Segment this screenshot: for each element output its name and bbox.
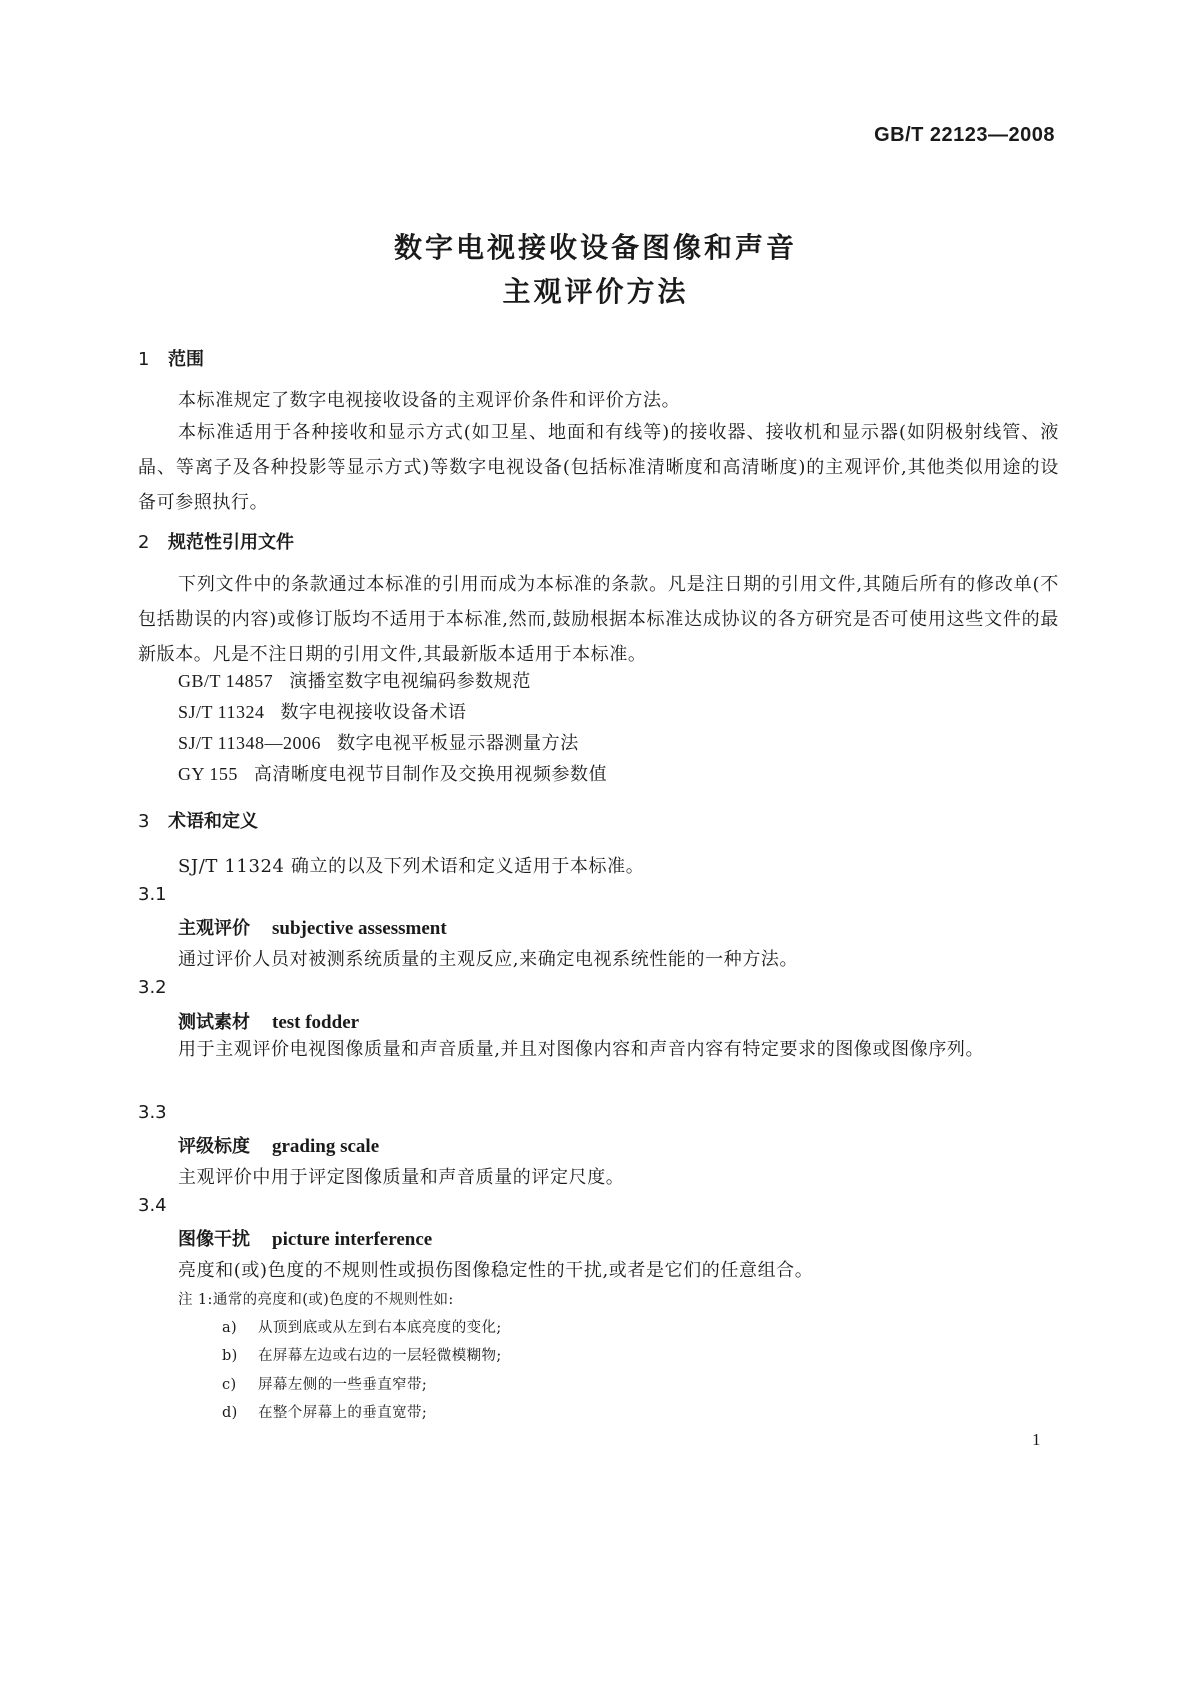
term-heading xyxy=(178,1225,432,1251)
section-number: 3 xyxy=(138,811,150,832)
note-list-item xyxy=(222,1373,427,1394)
normative-reference xyxy=(178,729,579,755)
section-title: 术语和定义 xyxy=(168,811,258,832)
term-heading xyxy=(178,1008,359,1034)
note-item-text: 在屏幕左边或右边的一层轻微模糊物; xyxy=(258,1348,502,1364)
section-1-paragraph-2: 本标准适用于各种接收和显示方式(如卫星、地面和有线等)的接收器、接收机和显示器(如阴极射线管、液晶、等离子及各种投影等显示方式)等数字电视设备(包括标准清晰度和高清晰度)的主观评价,其他类似用途的设备可参照执行。 xyxy=(138,422,1059,513)
reference-title: 数字电视平板显示器测量方法 xyxy=(337,733,579,754)
normative-reference xyxy=(178,760,607,786)
term-zh: 测试素材 xyxy=(178,1012,250,1033)
term-definition: 通过评价人员对被测系统质量的主观反应,来确定电视系统性能的一种方法。 xyxy=(178,949,799,970)
note-item-marker: c) xyxy=(222,1377,237,1393)
note-list-item xyxy=(222,1344,502,1365)
term-definition: 用于主观评价电视图像质量和声音质量,并且对图像内容和声音内容有特定要求的图像或图像序列。 xyxy=(178,1039,985,1060)
note-item-text: 在整个屏幕上的垂直宽带; xyxy=(258,1405,428,1421)
title-line-2: 主观评价方法 xyxy=(502,275,689,308)
reference-title: 数字电视接收设备术语 xyxy=(280,702,467,723)
term-zh: 图像干扰 xyxy=(178,1229,250,1250)
term-en: test fodder xyxy=(272,1012,360,1033)
term-en: grading scale xyxy=(272,1136,380,1157)
term-heading xyxy=(178,1132,379,1158)
section-title: 规范性引用文件 xyxy=(168,532,294,553)
note-item-marker: b) xyxy=(222,1348,238,1364)
section-1-heading xyxy=(138,345,204,371)
section-1-paragraph-1: 本标准规定了数字电视接收设备的主观评价条件和评价方法。 xyxy=(178,390,681,411)
reference-code: SJ/T 11324 xyxy=(178,702,265,722)
term-en: subjective assessment xyxy=(272,918,447,939)
term-en: picture interference xyxy=(272,1229,433,1250)
section-3-heading xyxy=(138,807,258,833)
term-number: 3.1 xyxy=(138,884,167,905)
section-title: 范围 xyxy=(168,349,204,370)
section-3-intro: SJ/T 11324 确立的以及下列术语和定义适用于本标准。 xyxy=(178,856,645,877)
term-heading xyxy=(178,914,447,940)
note-item-marker: a) xyxy=(222,1320,238,1336)
term-number: 3.2 xyxy=(138,977,167,998)
section-number: 1 xyxy=(138,349,150,370)
reference-code: GB/T 14857 xyxy=(178,671,274,691)
term-definition: 主观评价中用于评定图像质量和声音质量的评定尺度。 xyxy=(178,1167,625,1188)
note-heading: 注 1:通常的亮度和(或)色度的不规则性如: xyxy=(178,1292,454,1308)
reference-code: SJ/T 11348—2006 xyxy=(178,733,322,753)
section-2-heading xyxy=(138,528,294,554)
term-zh: 主观评价 xyxy=(178,918,250,939)
term-number: 3.3 xyxy=(138,1102,167,1123)
normative-reference xyxy=(178,667,531,693)
standard-code: GB/T 22123—2008 xyxy=(874,124,1055,146)
note-list-item xyxy=(222,1316,502,1337)
title-line-1: 数字电视接收设备图像和声音 xyxy=(393,231,797,264)
section-2-paragraph-1: 下列文件中的条款通过本标准的引用而成为本标准的条款。凡是注日期的引用文件,其随后所有的修改单(不包括勘误的内容)或修订版均不适用于本标准,然而,鼓励根据本标准达成协议的各方研究是否可使用这些文件的最新版本。凡是不注日期的引用文件,其最新版本适用于本标准。 xyxy=(138,574,1059,665)
note-item-text: 屏幕左侧的一些垂直窄带; xyxy=(258,1377,428,1393)
note-list-item xyxy=(222,1401,427,1422)
normative-reference xyxy=(178,698,467,724)
note-item-marker: d) xyxy=(222,1405,238,1421)
reference-title: 高清晰度电视节目制作及交换用视频参数值 xyxy=(253,764,608,785)
page-number: 1 xyxy=(1032,1430,1041,1449)
section-number: 2 xyxy=(138,532,150,553)
note-item-text: 从顶到底或从左到右本底亮度的变化; xyxy=(258,1320,502,1336)
term-number: 3.4 xyxy=(138,1195,167,1216)
reference-title: 演播室数字电视编码参数规范 xyxy=(289,671,531,692)
document-title xyxy=(0,226,1191,314)
term-zh: 评级标度 xyxy=(178,1136,250,1157)
term-definition: 亮度和(或)色度的不规则性或损伤图像稳定性的干扰,或者是它们的任意组合。 xyxy=(178,1260,814,1281)
reference-code: GY 155 xyxy=(178,764,238,784)
